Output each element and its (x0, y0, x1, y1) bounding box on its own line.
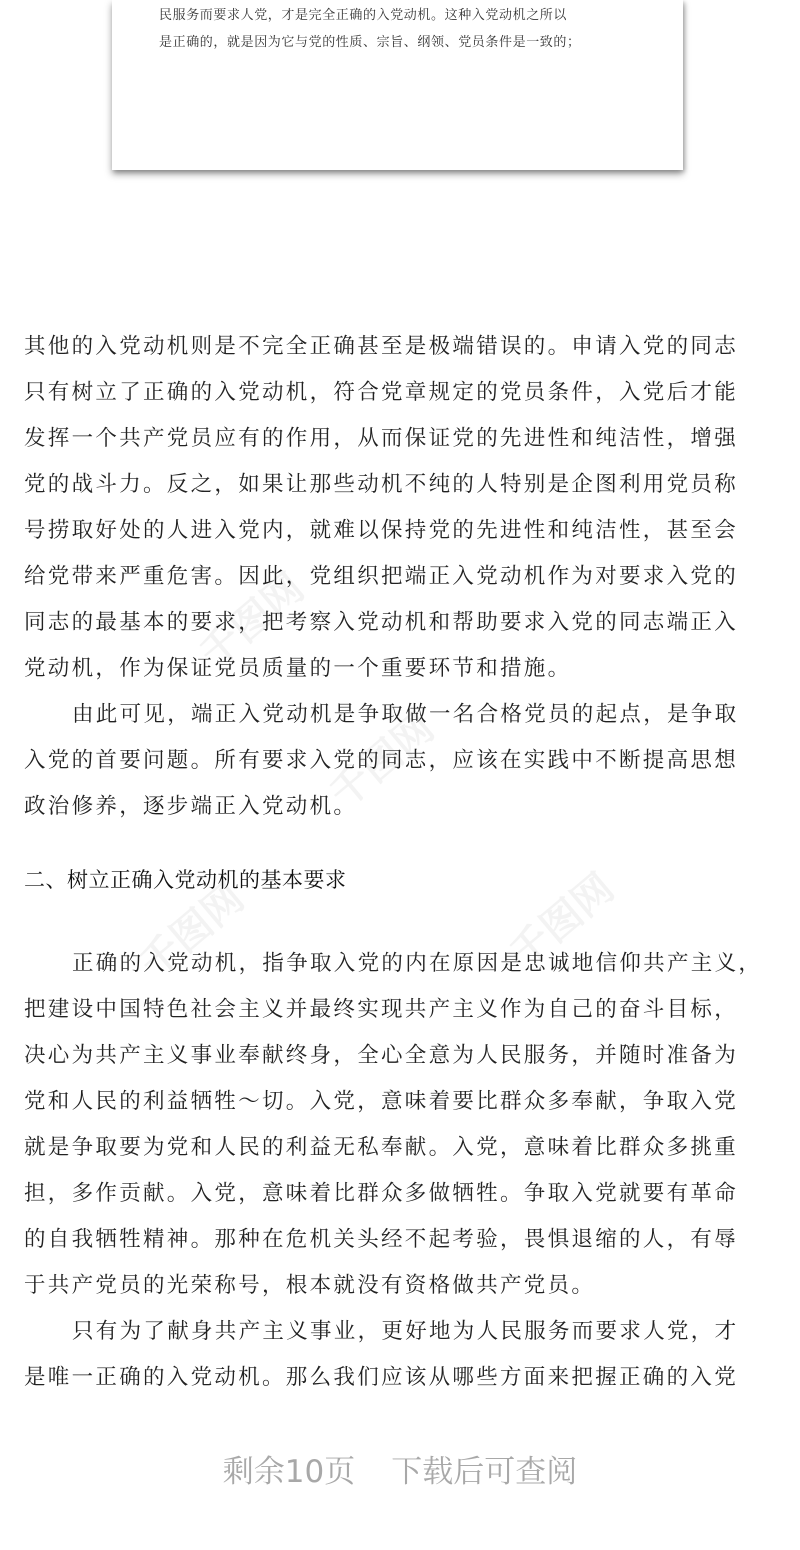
text-line: 入党的首要问题。所有要求入党的同志，应该在实践中不断提高思想 (24, 748, 739, 773)
text-line: 只有为了献身共产主义事业，更好地为人民服务而要求人党，才 (72, 1319, 739, 1344)
text-line: 正确的入党动机，指争取入党的内在原因是忠诚地信仰共产主义， (72, 951, 763, 976)
text-line: 是唯一正确的入党动机。那么我们应该从哪些方面来把握正确的入党 (24, 1365, 739, 1390)
text-line: 于共产党员的光荣称号，根本就没有资格做共产党员。 (24, 1273, 596, 1298)
text-line: 把建设中国特色社会主义并最终实现共产主义作为自己的奋斗目标， (24, 997, 739, 1022)
watermark: 千图网 (191, 564, 313, 678)
text-line: 的自我牺牲精神。那种在危机关头经不起考验，畏惧退缩的人，有辱 (24, 1227, 739, 1252)
paragraph-continuation (24, 324, 776, 830)
watermark: 千图网 (131, 874, 253, 988)
text-line: 发挥一个共产党员应有的作用，从而保证党的先进性和纯洁性，增强 (24, 426, 739, 451)
download-to-view-label: 下载后可查阅 (391, 1454, 578, 1490)
text-line: 号捞取好处的人进入党内，就难以保持党的先进性和纯洁性，甚至会 (24, 518, 739, 543)
text-line: 其他的入党动机则是不完全正确甚至是极端错误的。申请入党的同志 (24, 334, 739, 359)
text-line: 同志的最基本的要求，把考察入党动机和帮助要求入党的同志端正入 (24, 610, 739, 635)
text-line: 担，多作贡献。入党，意味着比群众多做牺牲。争取入党就要有革命 (24, 1181, 739, 1206)
text-line: 就是争取要为党和人民的利益无私奉献。入党，意味着比群众多挑重 (24, 1135, 739, 1160)
section-body (24, 941, 776, 1401)
text-line: 党的战斗力。反之，如果让那些动机不纯的人特别是企图利用党员称 (24, 472, 739, 497)
watermark: 千图网 (321, 704, 443, 818)
watermark: 千图网 (501, 864, 623, 978)
remaining-pages-prompt[interactable] (0, 1448, 800, 1496)
text-line: 给党带来严重危害。因此，党组织把端正入党动机作为对要求入党的 (24, 564, 739, 589)
page-preview-card (112, 0, 683, 170)
card-line: 是正确的，就是因为它与党的性质、宗旨、纲领、党员条件是一致的； (159, 35, 581, 50)
card-text (159, 2, 659, 56)
text-line: 党和人民的利益牺牲～切。入党，意味着要比群众多奉献，争取入党 (24, 1089, 739, 1114)
card-line: 民服务而要求人党，才是完全正确的入党动机。这种入党动机之所以 (159, 8, 568, 23)
text-line: 党动机，作为保证党员质量的一个重要环节和措施。 (24, 656, 572, 681)
text-line: 决心为共产主义事业奉献终身，全心全意为人民服务，并随时准备为 (24, 1043, 739, 1068)
text-line: 只有树立了正确的入党动机，符合党章规定的党员条件，入党后才能 (24, 380, 739, 405)
text-line: 政治修养，逐步端正入党动机。 (24, 794, 358, 819)
section-heading: 二、树立正确入党动机的基本要求 (24, 868, 347, 892)
remaining-pages-label: 剩余10页 (222, 1454, 356, 1490)
text-line: 由此可见，端正入党动机是争取做一名合格党员的起点，是争取 (72, 702, 739, 727)
